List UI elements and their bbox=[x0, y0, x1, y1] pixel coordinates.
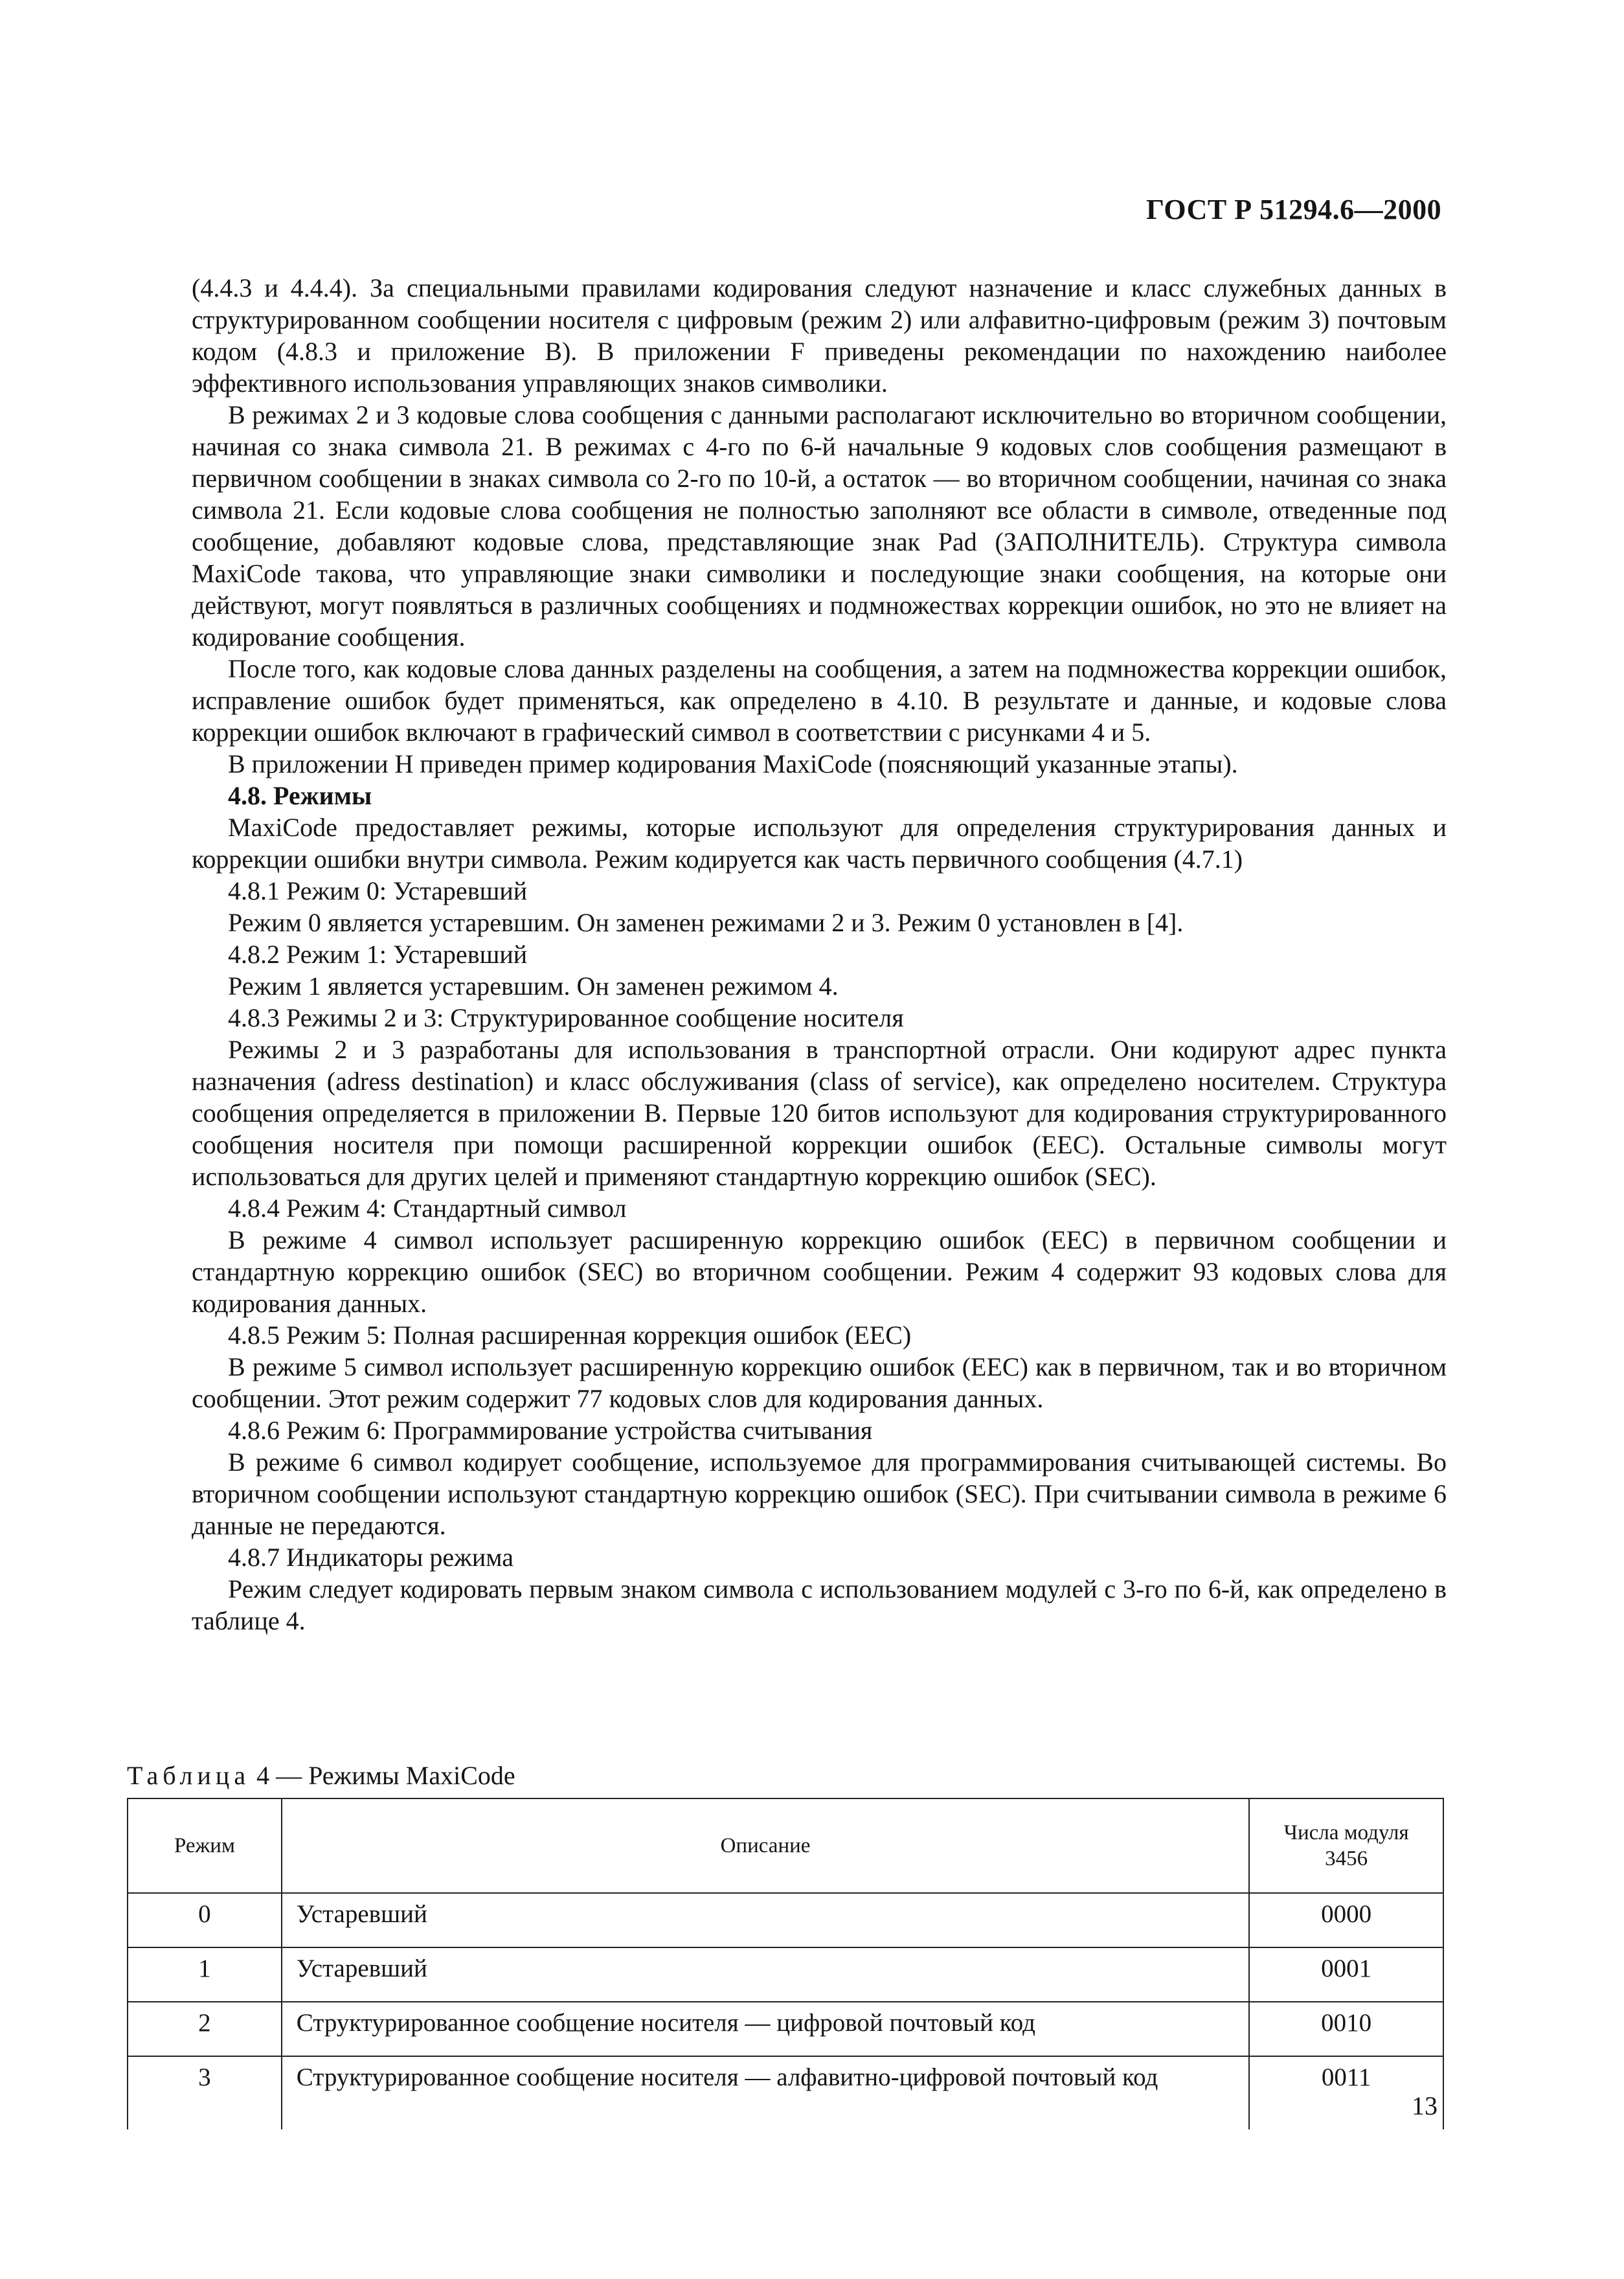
cell-modules: 0010 bbox=[1249, 2002, 1443, 2056]
header-mode: Режим bbox=[128, 1798, 282, 1893]
cell-description: Структурированное сообщение носителя — цифровой почтовый код bbox=[282, 2002, 1249, 2056]
cell-modules: 0001 bbox=[1249, 1947, 1443, 2002]
paragraph: Режим следует кодировать первым знаком символа с использованием модулей с 3-го по 6-й, как определено в таблице 4. bbox=[192, 1574, 1447, 1635]
paragraph: В режиме 6 символ кодирует сообщение, используемое для программирования считывающей системы. Во вторичном сообщении используют стандартную коррекцию ошибок (SEC). При считывании символа в режиме 6 данные не передаются. bbox=[192, 1447, 1447, 1540]
cell-mode: 1 bbox=[128, 1947, 282, 2002]
header-modules bbox=[1249, 1798, 1443, 1893]
paragraph: (4.4.3 и 4.4.4). За специальными правилами кодирования следуют назначение и класс служебных данных в структурированном сообщении носителя с цифровым (режим 2) или алфавитно-цифровым (режим 3) почтовым кодом (4.8.3 и приложение В). В приложении F приведены рекомендации по нахождению наиболее эффективного использования управляющих знаков символики. bbox=[192, 273, 1447, 398]
document-code: ГОСТ Р 51294.6—2000 bbox=[1146, 194, 1442, 225]
subsection-heading: 4.8.3 Режимы 2 и 3: Структурированное сообщение носителя bbox=[228, 1003, 904, 1032]
section-heading: 4.8. Режимы bbox=[228, 781, 372, 810]
table-row bbox=[128, 2056, 1443, 2129]
table-row bbox=[128, 1893, 1443, 1947]
subsection-heading: 4.8.6 Режим 6: Программирование устройства считывания bbox=[228, 1416, 873, 1445]
table-caption-title: 4 — Режимы MaxiCode bbox=[250, 1761, 515, 1790]
paragraph: Режим 1 является устаревшим. Он заменен режимом 4. bbox=[228, 971, 839, 1001]
table-row bbox=[128, 1947, 1443, 2002]
cell-description: Структурированное сообщение носителя — алфавитно-цифровой почтовый код bbox=[282, 2056, 1249, 2129]
cell-mode: 3 bbox=[128, 2056, 282, 2129]
modes-table bbox=[127, 1798, 1444, 2129]
cell-modules: 0000 bbox=[1249, 1893, 1443, 1947]
body-text bbox=[192, 272, 1447, 1637]
table-caption bbox=[127, 1760, 515, 1791]
table-header-row bbox=[128, 1798, 1443, 1893]
cell-mode: 0 bbox=[128, 1893, 282, 1947]
subsection-heading: 4.8.5 Режим 5: Полная расширенная коррекция ошибок (ЕЕС) bbox=[228, 1321, 912, 1350]
subsection-heading: 4.8.2 Режим 1: Устаревший bbox=[228, 940, 528, 969]
table-caption-word: Таблица bbox=[127, 1761, 251, 1790]
header-modules-line1: Числа модуля bbox=[1283, 1821, 1409, 1844]
paragraph: В режиме 4 символ использует расширенную коррекцию ошибок (ЕЕС) в первичном сообщении и стандартную коррекцию ошибок (SEC) во вторичном сообщении. Режим 4 содержит 93 кодовых слова для кодирования данных. bbox=[192, 1225, 1447, 1318]
header-modules-line2: 3456 bbox=[1325, 1847, 1368, 1870]
subsection-heading: 4.8.1 Режим 0: Устаревший bbox=[228, 876, 528, 905]
paragraph: В режиме 5 символ использует расширенную коррекцию ошибок (ЕЕС) как в первичном, так и во вторичном сообщении. Этот режим содержит 77 кодовых слов для кодирования данных. bbox=[192, 1352, 1447, 1413]
header-description: Описание bbox=[282, 1798, 1249, 1893]
table-row bbox=[128, 2002, 1443, 2056]
page-number: 13 bbox=[1412, 2091, 1438, 2120]
subsection-heading: 4.8.4 Режим 4: Стандартный символ bbox=[228, 1194, 627, 1223]
subsection-heading: 4.8.7 Индикаторы режима bbox=[228, 1543, 514, 1572]
cell-description: Устаревший bbox=[282, 1893, 1249, 1947]
paragraph: В приложении Н приведен пример кодирования MaxiCode (поясняющий указанные этапы). bbox=[228, 749, 1238, 778]
paragraph: Режим 0 является устаревшим. Он заменен режимами 2 и 3. Режим 0 установлен в [4]. bbox=[228, 908, 1184, 937]
paragraph: Режимы 2 и 3 разработаны для использования в транспортной отрасли. Они кодируют адрес пункта назначения (adress destination) и класс обслуживания (class of service), как определено носителем. Структура сообщения определяется в приложении В. Первые 120 битов используют для кодирования структурированного сообщения носителя при помощи расширенной коррекции ошибок (ЕЕС). Остальные символы могут использоваться для других целей и применяют стандартную коррекцию ошибок (SEC). bbox=[192, 1035, 1447, 1191]
paragraph: После того, как кодовые слова данных разделены на сообщения, а затем на подмножества коррекции ошибок, исправление ошибок будет применяться, как определено в 4.10. В результате и данные, и кодовые слова коррекции ошибок включают в графический символ в соответствии с рисунками 4 и 5. bbox=[192, 654, 1447, 747]
cell-mode: 2 bbox=[128, 2002, 282, 2056]
paragraph: В режимах 2 и 3 кодовые слова сообщения с данными располагают исключительно во вторичном сообщении, начиная со знака символа 21. В режимах с 4-го по 6-й начальные 9 кодовых слов сообщения размещают в первичном сообщении в знаках символа со 2-го по 10-й, а остаток — во вторичном сообщении, начиная со знака символа 21. Если кодовые слова сообщения не полностью заполняют все области в символе, отведенные под сообщение, добавляют кодовые слова, представляющие знак Pad (ЗАПОЛНИТЕЛЬ). Структура символа MaxiCode такова, что управляющие знаки символики и последующие знаки сообщения, на которые они действуют, могут появляться в различных сообщениях и подмножествах коррекции ошибок, но это не влияет на кодирование сообщения. bbox=[192, 400, 1447, 652]
cell-description: Устаревший bbox=[282, 1947, 1249, 2002]
paragraph: MaxiCode предоставляет режимы, которые используют для определения структурирования данных и коррекции ошибки внутри символа. Режим кодируется как часть первичного сообщения (4.7.1) bbox=[192, 813, 1447, 874]
cell-modules: 0011 bbox=[1249, 2056, 1443, 2129]
